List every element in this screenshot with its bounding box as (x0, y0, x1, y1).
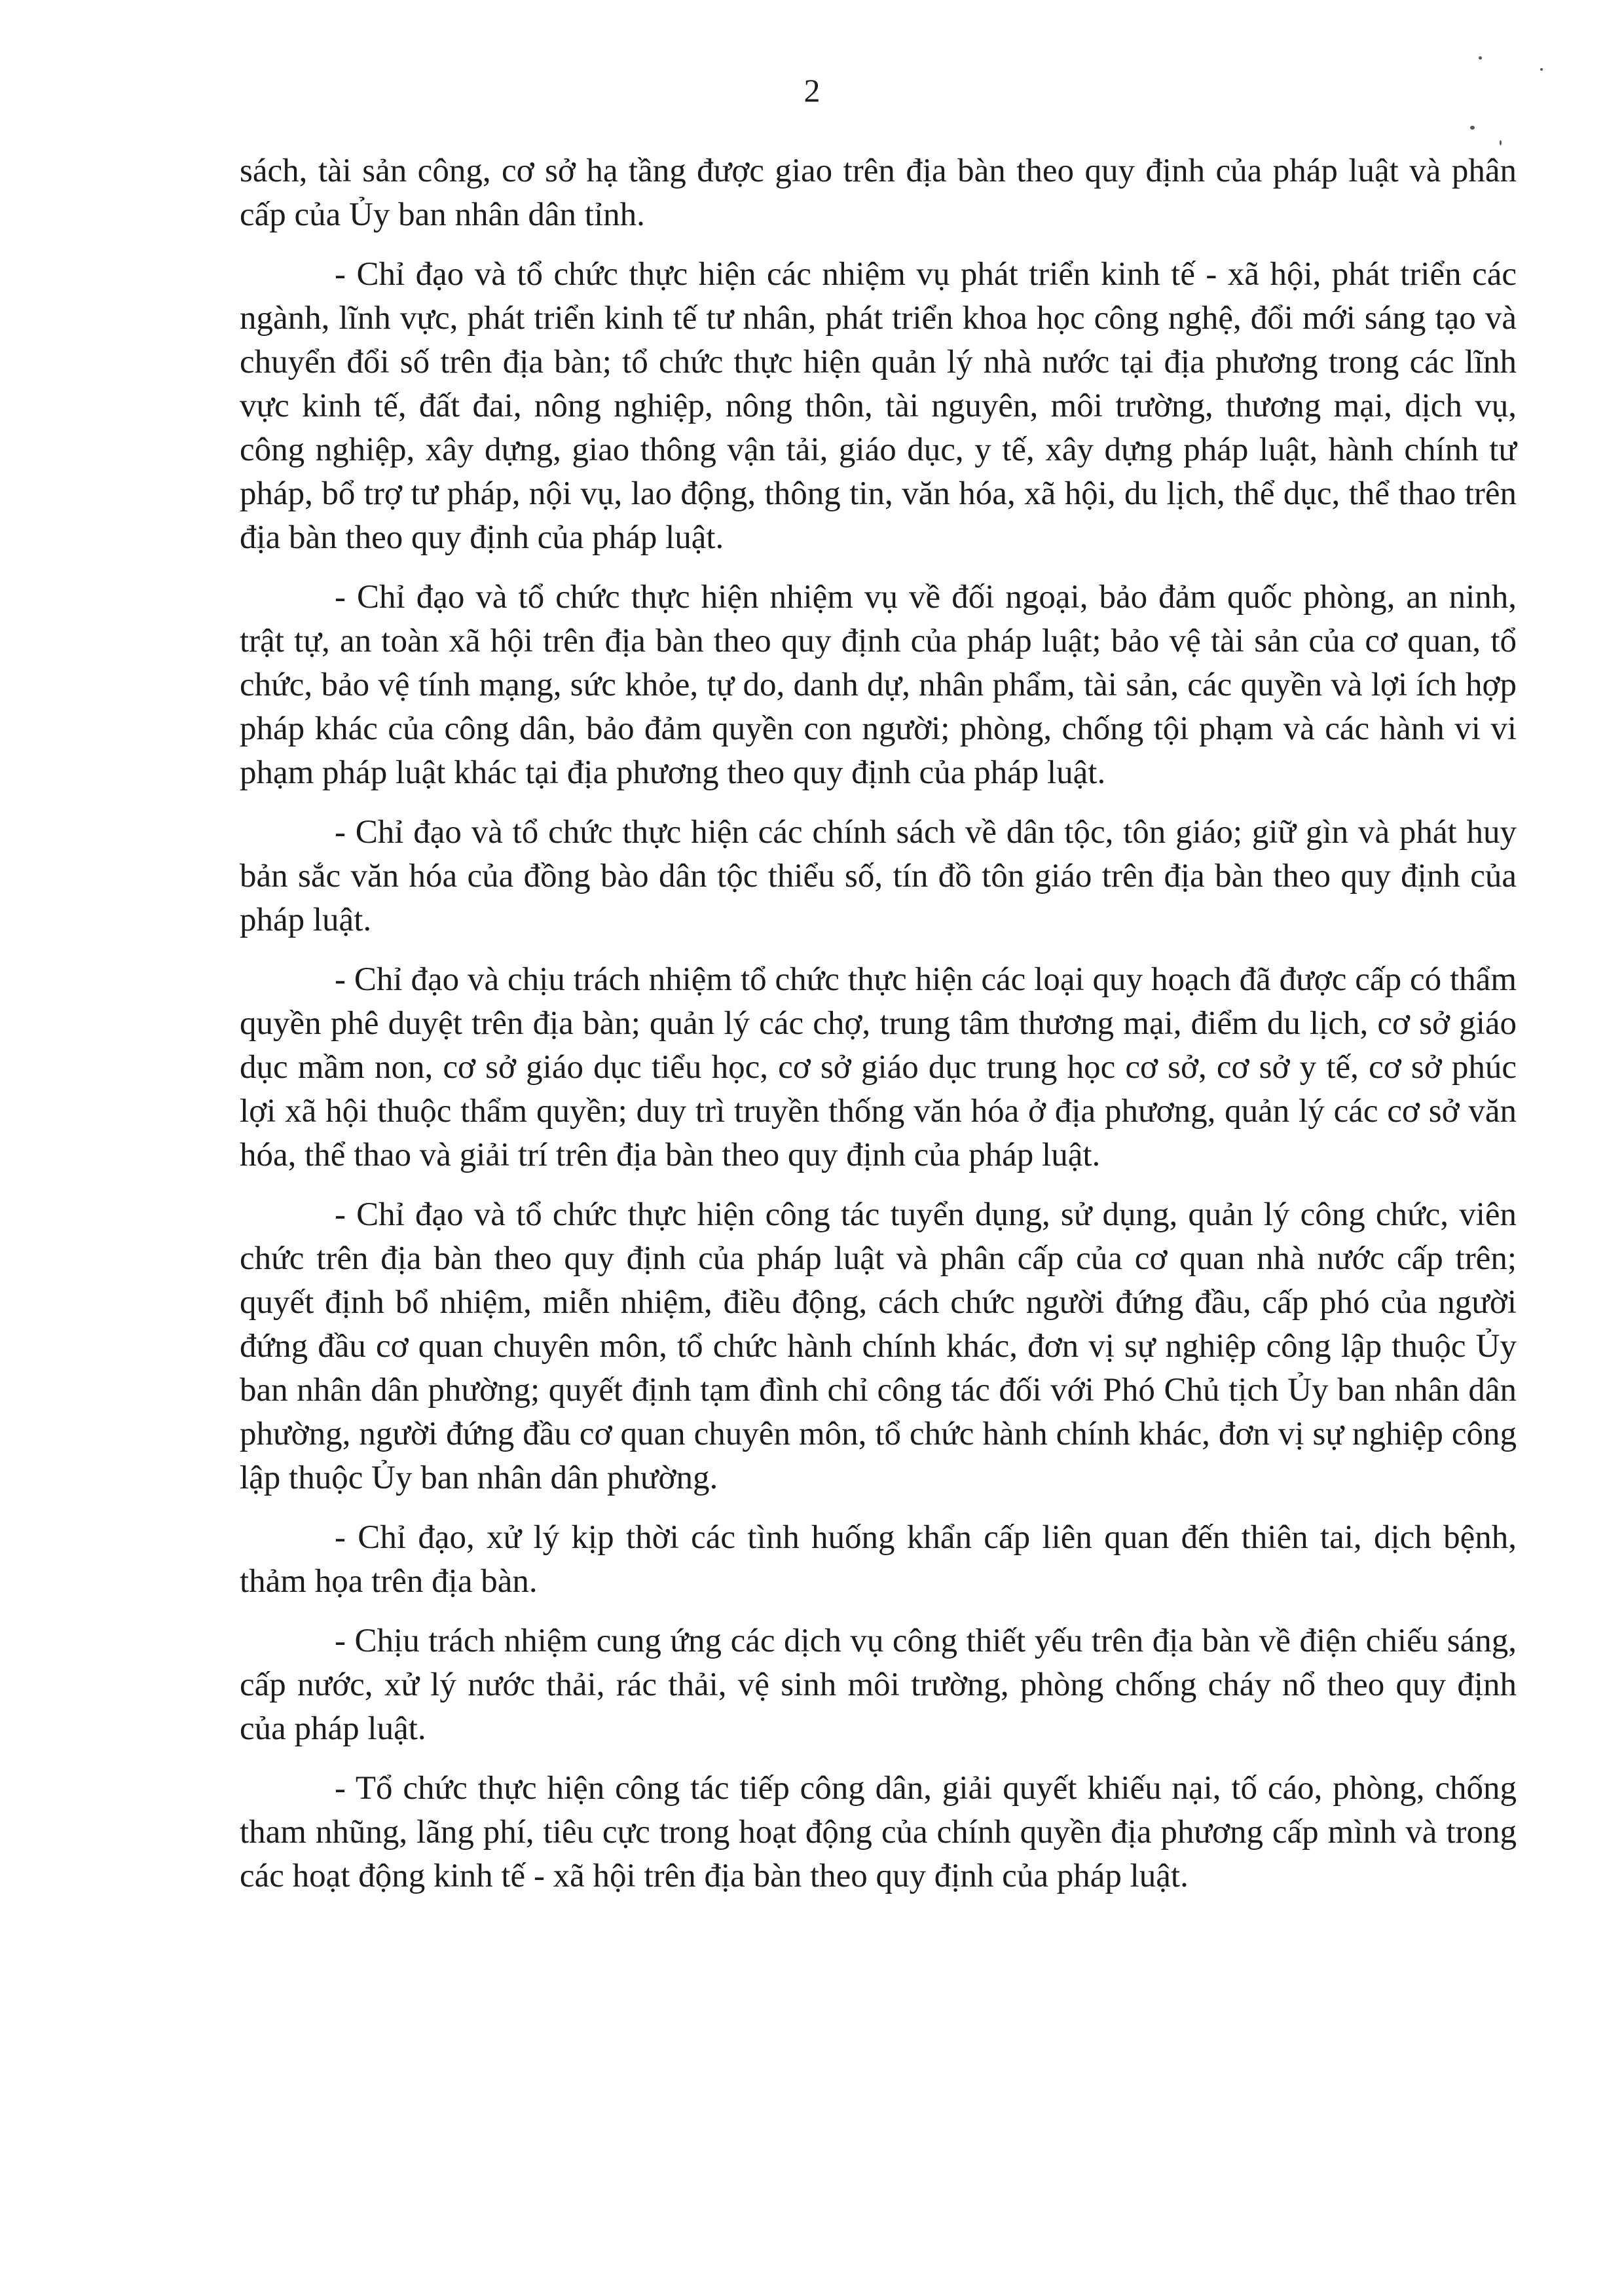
paragraph-economic-development: - Chỉ đạo và tổ chức thực hiện các nhiệm vụ phát triển kinh tế - xã hội, phát triển các ngành, lĩnh vực, phát triển kinh tế tư nhân, phát triển khoa học công nghệ, đổi mới sáng tạo và chuyển đổi số trên địa bàn; tổ chức thực hiện quản lý nhà nước tại địa phương trong các lĩnh vực kinh tế, đất đai, nông nghiệp, nông thôn, tài nguyên, môi trường, thương mại, dịch vụ, công nghiệp, xây dựng, giao thông vận tải, giáo dục, y tế, xây dựng pháp luật, hành chính tư pháp, bổ trợ tư pháp, nội vụ, lao động, thông tin, văn hóa, xã hội, du lịch, thể dục, thể thao trên địa bàn theo quy định của pháp luật. (240, 256, 1517, 556)
paragraph-personnel: - Chỉ đạo và tổ chức thực hiện công tác tuyển dụng, sử dụng, quản lý công chức, viên chức trên địa bàn theo quy định của pháp luật và phân cấp của cơ quan nhà nước cấp trên; quyết định bổ nhiệm, miễn nhiệm, điều động, cách chức người đứng đầu, cấp phó của người đứng đầu cơ quan chuyên môn, tổ chức hành chính khác, đơn vị sự nghiệp công lập thuộc Ủy ban nhân dân phường; quyết định tạm đình chỉ công tác đối với Phó Chủ tịch Ủy ban nhân dân phường, người đứng đầu cơ quan chuyên môn, tổ chức hành chính khác, đơn vị sự nghiệp công lập thuộc Ủy ban nhân dân phường. (240, 1196, 1517, 1496)
paragraph-planning-management: - Chỉ đạo và chịu trách nhiệm tổ chức thực hiện các loại quy hoạch đã được cấp có thẩm quyền phê duyệt trên địa bàn; quản lý các chợ, trung tâm thương mại, điểm du lịch, cơ sở giáo dục mầm non, cơ sở giáo dục tiểu học, cơ sở giáo dục trung học cơ sở, cơ sở y tế, cơ sở phúc lợi xã hội thuộc thẩm quyền; duy trì truyền thống văn hóa ở địa phương, quản lý các cơ sở văn hóa, thể thao và giải trí trên địa bàn theo quy định của pháp luật. (240, 961, 1517, 1173)
scan-speck (1470, 126, 1475, 130)
scan-speck (1500, 140, 1502, 145)
scan-speck (1479, 56, 1482, 60)
page-number: 2 (803, 72, 821, 109)
paragraph-emergency: - Chỉ đạo, xử lý kịp thời các tình huống khẩn cấp liên quan đến thiên tai, dịch bệnh, thảm họa trên địa bàn. (240, 1519, 1517, 1600)
document-body (240, 149, 1517, 1914)
paragraph-public-services: - Chịu trách nhiệm cung ứng các dịch vụ công thiết yếu trên địa bàn về điện chiếu sáng, cấp nước, xử lý nước thải, rác thải, vệ sinh môi trường, phòng chống cháy nổ theo quy định của pháp luật. (240, 1623, 1517, 1747)
paragraph-ethnicity-religion: - Chỉ đạo và tổ chức thực hiện các chính sách về dân tộc, tôn giáo; giữ gìn và phát huy bản sắc văn hóa của đồng bào dân tộc thiểu số, tín đồ tôn giáo trên địa bàn theo quy định của pháp luật. (240, 814, 1517, 938)
paragraph-foreign-affairs-security: - Chỉ đạo và tổ chức thực hiện nhiệm vụ về đối ngoại, bảo đảm quốc phòng, an ninh, trật tự, an toàn xã hội trên địa bàn theo quy định của pháp luật; bảo vệ tài sản của cơ quan, tổ chức, bảo vệ tính mạng, sức khỏe, tự do, danh dự, nhân phẩm, tài sản, các quyền và lợi ích hợp pháp khác của công dân, bảo đảm quyền con người; phòng, chống tội phạm và các hành vi vi phạm pháp luật khác tại địa phương theo quy định của pháp luật. (240, 579, 1517, 791)
paragraph-citizen-reception: - Tổ chức thực hiện công tác tiếp công dân, giải quyết khiếu nại, tố cáo, phòng, chống tham nhũng, lãng phí, tiêu cực trong hoạt động của chính quyền địa phương cấp mình và trong các hoạt động kinh tế - xã hội trên địa bàn theo quy định của pháp luật. (240, 1770, 1517, 1894)
paragraph-continued: sách, tài sản công, cơ sở hạ tầng được giao trên địa bàn theo quy định của pháp luật và phân cấp của Ủy ban nhân dân tỉnh. (240, 153, 1517, 233)
scan-speck (1540, 68, 1543, 71)
